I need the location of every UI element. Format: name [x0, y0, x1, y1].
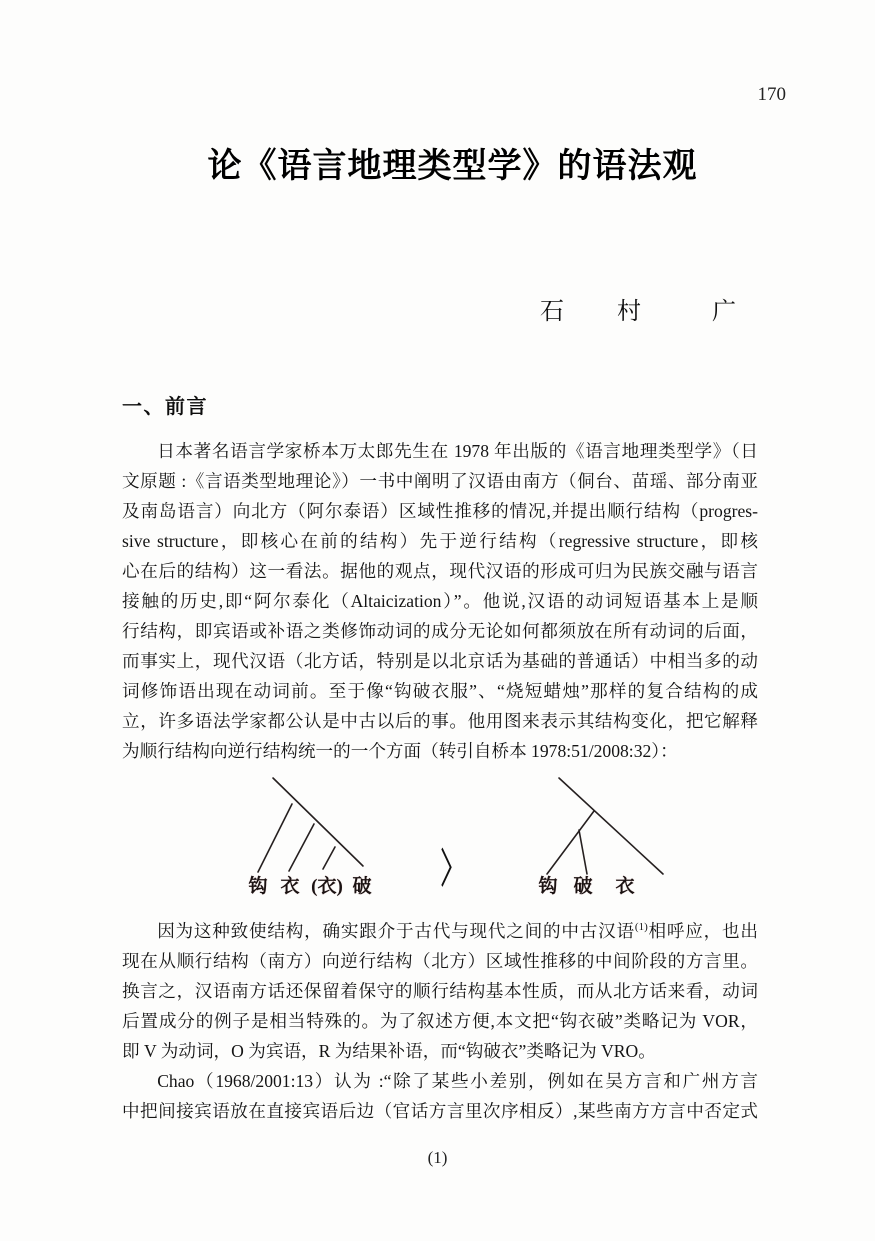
tree-structure-figure	[122, 775, 758, 905]
body-line: 及南岛语言）向北方（阿尔泰语）区域性推移的情况,并提出顺行结构（progres-	[122, 501, 758, 521]
body-line: 日本著名语言学家桥本万太郎先生在 1978 年出版的《语言地理类型学》（日	[157, 441, 758, 461]
body-line	[122, 916, 758, 946]
paper-title: 论《语言地理类型学》的语法观	[207, 148, 698, 185]
body-line: 接触的历史,即“阿尔泰化（Altaicization）”。他说,汉语的动词短语基本上是顺	[122, 591, 758, 611]
author-char: 村	[617, 299, 641, 325]
body-line: 现在从顺行结构（南方）向逆行结构（北方）区域性推移的中间阶段的方言里。	[122, 951, 758, 971]
body-line: 后置成分的例子是相当特殊的。为了叙述方便,本文把“钩衣破”类略记为 VOR，	[122, 1011, 758, 1031]
tree-leaf-label: (衣)	[311, 876, 343, 897]
tree-leaf-label: 衣	[615, 876, 635, 897]
paragraph-3	[122, 1066, 758, 1126]
tree-leaf-label: 衣	[280, 876, 300, 897]
line-text: 因为这种致使结构，确实跟介于古代与现代之间的中古汉语	[157, 921, 635, 941]
body-line: 中把间接宾语放在直接宾语后边（官话方言里次序相反）,某些南方方言中否定式	[122, 1101, 758, 1121]
body-line: 文原题 :《言语类型地理论》）一书中阐明了汉语由南方（侗台、苗瑶、部分南亚	[122, 471, 758, 491]
body-line: Chao（1968/2001:13）认为 :“除了某些小差别，例如在吴方言和广州方言	[157, 1071, 758, 1091]
body-line: 即 V 为动词，O 为宾语，R 为结果补语，而“钩破衣”类略记为 VRO。	[122, 1041, 656, 1061]
greater-than-transition-icon: 〉	[441, 846, 463, 891]
author-name	[540, 291, 736, 326]
author-char: 石	[540, 299, 564, 325]
paragraph-1	[122, 436, 758, 766]
body-line: 词修饰语出现在动词前。至于像“钩破衣服”、“烧短蜡烛”那样的复合结构的成	[122, 681, 758, 701]
body-line: 为顺行结构向逆行结构统一的一个方面（转引自桥本 1978:51/2008:32）：	[122, 741, 678, 761]
section-heading: 一、前言	[122, 396, 208, 418]
body-line: 而事实上，现代汉语（北方话，特别是以北京话为基础的普通话）中相当多的动	[122, 651, 758, 671]
paragraph-2	[122, 916, 758, 1066]
tree-leaf-label: 破	[573, 876, 593, 897]
tree-diagram-svg	[122, 775, 758, 905]
page-footer-number: (1)	[427, 1148, 448, 1167]
tree-leaf-label: 破	[352, 876, 372, 897]
tree-diagram-left	[258, 778, 363, 872]
body-line: 心在后的结构）这一看法。据他的观点，现代汉语的形成可归为民族交融与语言	[122, 561, 758, 581]
author-char: 广	[712, 299, 736, 325]
body-line: 立，许多语法学家都公认是中古以后的事。他用图来表示其结构变化，把它解释	[122, 711, 758, 731]
body-line: 换言之，汉语南方话还保留着保守的顺行结构基本性质，而从北方话来看，动词	[122, 981, 758, 1001]
tree-leaf-label: 钩	[538, 876, 558, 897]
footnote-superscript: (1)	[634, 921, 648, 934]
body-line: 行结构，即宾语或补语之类修饰动词的成分无论如何都须放在所有动词的后面，	[122, 621, 758, 641]
tree-leaf-label: 钩	[248, 876, 268, 897]
body-line: sive structure，即核心在前的结构）先于逆行结构（regressive structure，即核	[122, 531, 758, 551]
page-number: 170	[757, 84, 786, 105]
line-text: 相呼应，也出	[647, 921, 758, 941]
tree-diagram-right	[547, 778, 663, 874]
